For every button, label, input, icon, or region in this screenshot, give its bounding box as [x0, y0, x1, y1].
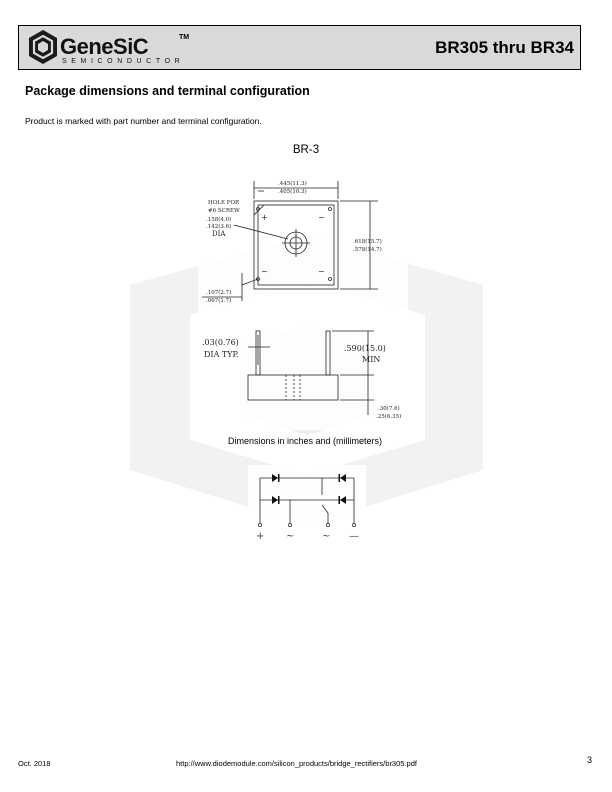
page-header [18, 25, 581, 70]
ac-terminal-mark-bottom: ~ [261, 267, 268, 276]
logo-wordmark: GeneSiC [60, 34, 149, 59]
ac-terminal-label-2: ~ [322, 531, 331, 542]
footer-date: Oct. 2018 [18, 759, 51, 768]
section-title: Package dimensions and terminal configuration [25, 84, 310, 98]
lead-length-dim: .590(15.0) [344, 344, 386, 353]
body-height-max: .30(7.6) [378, 406, 400, 412]
package-outline-drawing [198, 175, 408, 430]
bridge-schematic-diagram [248, 465, 366, 545]
body-height-min: .25(6.35) [376, 414, 402, 420]
logo-trademark: TM [179, 34, 190, 41]
hexagon-logo-icon [27, 29, 59, 65]
corner-dim-min: .067(1.7) [206, 298, 232, 304]
hole-dia-label: DIA [212, 230, 226, 238]
ac-terminal-mark-top: ~ [318, 213, 325, 222]
plus-terminal-mark: + [261, 213, 268, 222]
lead-dia-dim: .03(0.76) [202, 338, 239, 347]
hole-note-1: HOLE FOR [208, 200, 240, 206]
top-dim-min: .405(10.3) [278, 189, 307, 195]
lead-length-min: MIN [362, 355, 381, 364]
corner-dim-max: .107(2.7) [206, 290, 232, 296]
top-dim-max: .445(11.3) [278, 181, 307, 187]
dimensions-caption: Dimensions in inches and (millimeters) [227, 436, 383, 446]
hole-note-2: #6 SCREW [208, 208, 240, 214]
ac-terminal-label-1: ~ [286, 531, 295, 542]
page-number: 3 [587, 755, 593, 765]
minus-terminal-label: — [349, 531, 359, 542]
minus-terminal-mark: − [318, 267, 325, 276]
package-name: BR-3 [292, 144, 320, 156]
logo-subtitle: SEMICONDUCTOR [62, 58, 185, 65]
footer-url[interactable]: http://www.diodemodule.com/silicon_products/bridge_rectifiers/br305.pdf [176, 759, 417, 768]
plus-terminal-label: + [256, 531, 265, 542]
right-dim-max: .618(15.7) [353, 239, 382, 245]
hole-dim-max: .158(4.0) [206, 217, 232, 223]
genesic-logo [27, 29, 227, 67]
marking-note: Product is marked with part number and terminal configuration. [25, 116, 262, 126]
document-title: BR305 thru BR34 [435, 38, 574, 57]
hole-dim-min: .142(3.6) [206, 224, 232, 230]
right-dim-min: .578(14.7) [353, 247, 382, 253]
lead-dia-note: DIA TYP. [204, 350, 239, 359]
